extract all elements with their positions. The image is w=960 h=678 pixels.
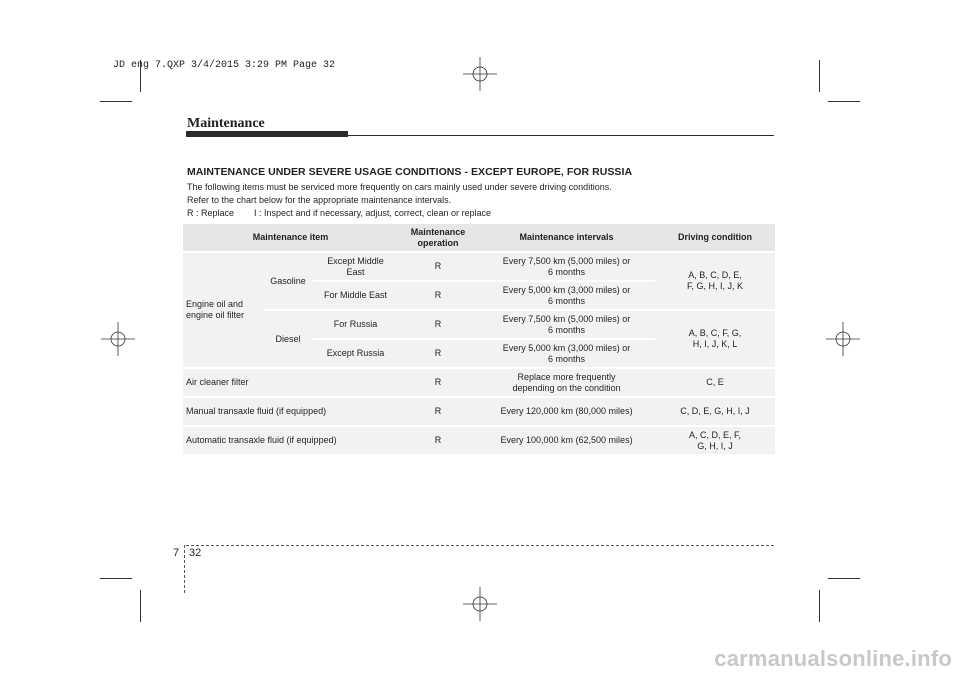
print-slug: JD eng 7.QXP 3/4/2015 3:29 PM Page 32 — [113, 60, 336, 71]
table-row — [183, 253, 775, 282]
operation-cell: R — [398, 369, 478, 398]
header-maintenance-operation: Maintenance operation — [398, 224, 478, 253]
crop-mark — [100, 101, 132, 102]
footer-rule — [186, 545, 774, 546]
region-cell: Except Russia — [313, 340, 398, 369]
legend-line: R : Replace I : Inspect and if necessary, adjust, correct, clean or replace — [187, 208, 491, 218]
intro-line: Refer to the chart below for the appropriate maintenance intervals. — [187, 195, 452, 205]
operation-cell: R — [398, 340, 478, 369]
registration-mark-icon — [826, 322, 860, 356]
interval-cell: Every 7,500 km (5,000 miles) or 6 months — [478, 311, 655, 340]
table-row — [183, 311, 775, 340]
section-rule-thin — [348, 135, 774, 136]
interval-cell: Every 100,000 km (62,500 miles) — [478, 427, 655, 456]
table-row — [183, 427, 775, 456]
maintenance-table — [183, 224, 775, 451]
region-cell: For Middle East — [313, 282, 398, 311]
crop-mark — [828, 101, 860, 102]
operation-cell: R — [398, 253, 478, 282]
crop-mark — [828, 578, 860, 579]
interval-cell: Every 5,000 km (3,000 miles) or 6 months — [478, 282, 655, 311]
condition-cell: A, C, D, E, F, G, H, I, J — [655, 427, 775, 456]
header-maintenance-intervals: Maintenance intervals — [478, 224, 655, 253]
section-title: Maintenance — [187, 116, 265, 131]
section-rule — [186, 131, 348, 137]
region-cell: Except Middle East — [313, 253, 398, 282]
operation-cell: R — [398, 282, 478, 311]
crop-mark — [140, 590, 141, 622]
watermark: carmanualsonline.info — [714, 646, 952, 671]
crop-mark — [819, 590, 820, 622]
registration-mark-icon — [463, 57, 497, 91]
registration-mark-icon — [101, 322, 135, 356]
header-maintenance-item: Maintenance item — [183, 224, 398, 253]
crop-mark — [100, 578, 132, 579]
table-row — [183, 398, 775, 427]
item-air-cleaner: Air cleaner filter — [183, 369, 398, 398]
fuel-diesel: Diesel — [263, 311, 313, 369]
table-row — [183, 369, 775, 398]
interval-cell: Replace more frequently depending on the condition — [478, 369, 655, 398]
registration-mark-icon — [463, 587, 497, 621]
condition-cell: A, B, C, F, G, H, I, J, K, L — [655, 311, 775, 369]
condition-cell: C, E — [655, 369, 775, 398]
condition-cell: A, B, C, D, E, F, G, H, I, J, K — [655, 253, 775, 311]
fuel-gasoline: Gasoline — [263, 253, 313, 311]
interval-cell: Every 120,000 km (80,000 miles) — [478, 398, 655, 427]
page-number: 32 — [189, 547, 202, 559]
interval-cell: Every 5,000 km (3,000 miles) or 6 months — [478, 340, 655, 369]
interval-cell: Every 7,500 km (5,000 miles) or 6 months — [478, 253, 655, 282]
condition-cell: C, D, E, G, H, I, J — [655, 398, 775, 427]
operation-cell: R — [398, 427, 478, 456]
footer-divider — [184, 545, 185, 593]
region-cell: For Russia — [313, 311, 398, 340]
operation-cell: R — [398, 398, 478, 427]
operation-cell: R — [398, 311, 478, 340]
header-driving-condition: Driving condition — [655, 224, 775, 253]
chapter-number: 7 — [173, 547, 180, 559]
item-engine-oil: Engine oil and engine oil filter — [183, 253, 263, 369]
item-automatic-transaxle: Automatic transaxle fluid (if equipped) — [183, 427, 398, 456]
table-header-row — [183, 224, 775, 253]
crop-mark — [819, 60, 820, 92]
item-manual-transaxle: Manual transaxle fluid (if equipped) — [183, 398, 398, 427]
page-heading: MAINTENANCE UNDER SEVERE USAGE CONDITIONS - EXCEPT EUROPE, FOR RUSSIA — [187, 166, 633, 178]
intro-line: The following items must be serviced more frequently on cars mainly used under severe driving conditions. — [187, 182, 612, 192]
